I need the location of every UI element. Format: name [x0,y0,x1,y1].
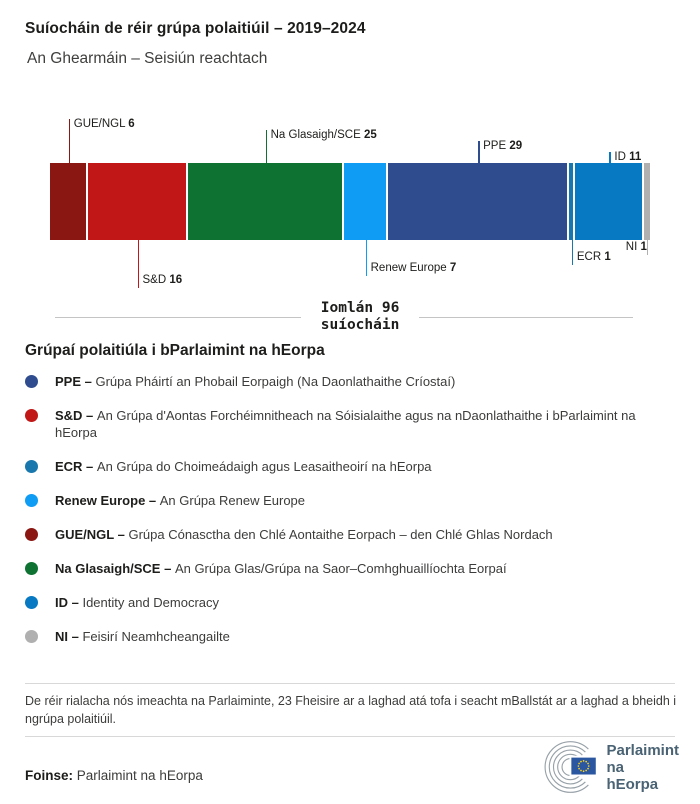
callout-label-ppe: PPE 29 [483,140,523,152]
total-seats-divider [55,297,633,337]
footer-divider-bottom [25,736,675,737]
total-seats-line2: suíocháin [320,317,400,333]
total-seats-line1: Iomlán 96 [320,300,400,316]
legend-item-ni [25,628,680,645]
callout-tick-ppe [478,141,480,163]
footnote: De réir rialacha nós imeachta na Parlaiminte, 23 Fheisire ar a laghad atá tofa i seacht mBallstát ar a laghad a bheidh i ngrúpa polaitiúil. [25,694,677,726]
legend-swatch-ppe [25,375,38,388]
legend-label-renew-europe: Renew Europe – An Grúpa Renew Europe [55,493,306,508]
callout-label-gue-ngl: GUE/NGL 6 [73,118,135,130]
bar-segment-id [575,163,642,240]
legend-item-renew-europe [25,492,680,509]
legend-label-ecr: ECR – An Grúpa do Choimeádaigh agus Leasaitheoirí na hEorpa [55,459,432,474]
legend-label-na-glasaigh-sce: Na Glasaigh/SCE – An Grúpa Glas/Grúpa na Saor–Comhghuaillíochta Eorpaí [55,561,507,576]
bar-segment-s-d [88,163,186,240]
legend-item-s-d [25,407,680,441]
callout-tick-ni [647,240,649,255]
bar-segment-ni [644,163,650,240]
callout-label-id: ID 11 [614,151,642,163]
bar-segment-ecr [569,163,573,240]
legend-swatch-ecr [25,460,38,473]
divider-line-left [55,317,301,318]
callout-label-renew-europe: Renew Europe 7 [370,262,457,274]
legend-label-id: ID – Identity and Democracy [55,595,220,610]
callout-label-na-glasaigh-sce: Na Glasaigh/SCE 25 [270,129,377,141]
european-parliament-logo [531,739,679,795]
legend [25,373,680,662]
callout-tick-na-glasaigh-sce [266,130,268,163]
page-title: Suíocháin de réir grúpa polaitiúil – 2019–2024 [25,20,366,37]
bar-segment-na-glasaigh-sce [188,163,342,240]
callout-tick-gue-ngl [69,119,71,163]
legend-label-s-d: S&D – An Grúpa d'Aontas Forchéimnitheach na Sóisialaithe agus na nDaonlathaithe i bParlaimint na hEorpa [55,408,636,440]
legend-swatch-na-glasaigh-sce [25,562,38,575]
legend-label-gue-ngl: GUE/NGL – Grúpa Cónasctha den Chlé Aontaithe Eorpach – den Chlé Ghlas Nordach [55,527,553,542]
page-subtitle: An Ghearmáin – Seisiún reachtach [27,50,268,67]
legend-swatch-renew-europe [25,494,38,507]
legend-item-na-glasaigh-sce [25,560,680,577]
legend-swatch-ni [25,630,38,643]
source-value: Parlaimint na hEorpa [76,768,203,783]
legend-swatch-s-d [25,409,38,422]
legend-item-ecr [25,458,680,475]
legend-title: Grúpaí polaitiúla i bParlaimint na hEorpa [25,342,325,359]
legend-item-gue-ngl [25,526,680,543]
bar-segment-ppe [388,163,567,240]
bar-segment-renew-europe [344,163,386,240]
source-line [25,768,203,783]
footer-divider-top [25,683,675,684]
legend-label-ni: NI – Feisirí Neamhcheangailte [55,629,230,644]
ep-hemicycle-icon [531,739,600,795]
legend-item-ppe [25,373,680,390]
callout-label-s-d: S&D 16 [142,274,183,286]
callout-tick-s-d [138,240,140,288]
legend-swatch-id [25,596,38,609]
ep-logo-text [606,742,679,793]
bar-segment-gue-ngl [50,163,86,240]
callout-tick-id [609,152,611,163]
total-seats-label [301,300,419,334]
callout-label-ecr: ECR 1 [576,251,611,263]
legend-label-ppe: PPE – Grúpa Pháirtí an Phobail Eorpaigh (Na Daonlathaithe Críostaí) [55,374,456,389]
callout-tick-renew-europe [366,240,368,276]
callout-tick-ecr [572,240,574,265]
callout-label-ni: NI 1 [625,241,647,253]
ep-logo-text-line2: na hEorpa [606,758,659,793]
legend-swatch-gue-ngl [25,528,38,541]
divider-line-right [419,317,633,318]
seat-distribution-chart [50,110,654,300]
ep-logo-text-line1: Parlaimint [606,741,679,759]
legend-item-id [25,594,680,611]
source-label: Foinse: [25,768,74,783]
